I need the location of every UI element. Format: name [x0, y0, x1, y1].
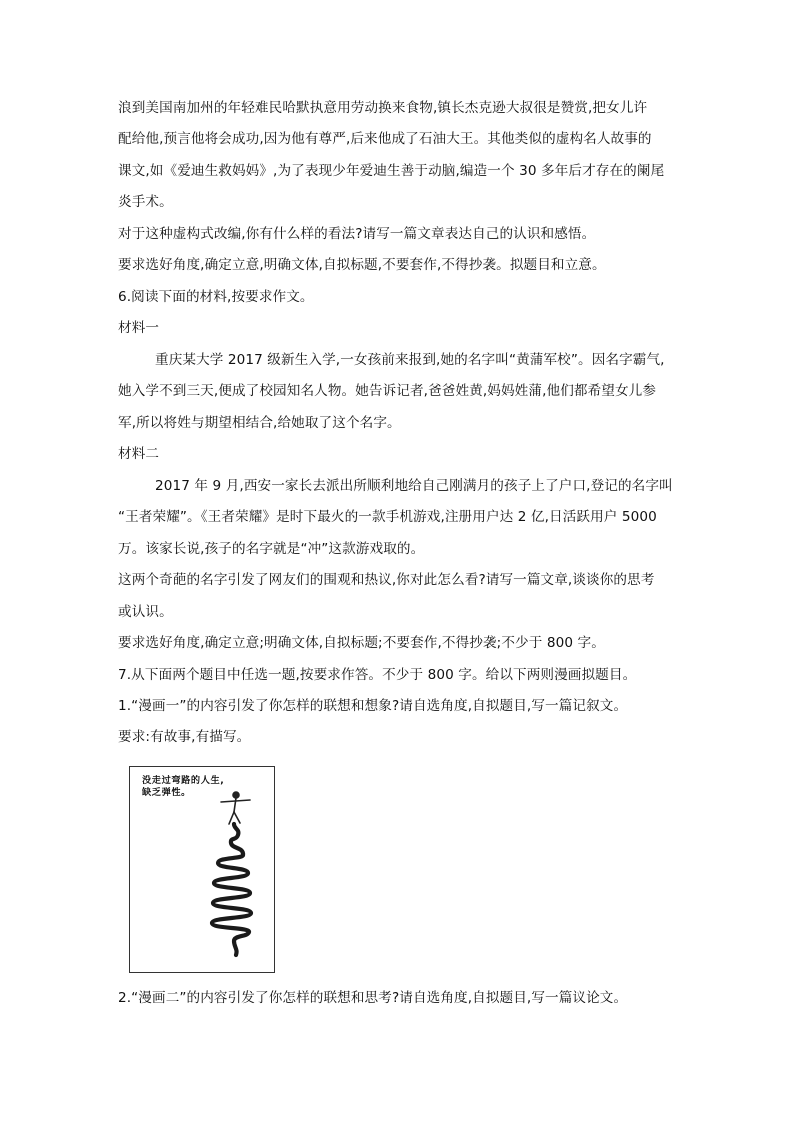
text-line: 万。该家长说,孩子的名字就是“冲”这款游戏取的。: [118, 541, 425, 557]
text-line: 要求选好角度,确定立意;明确文体,自拟标题;不要套作,不得抄袭;不少于 800 字。: [118, 635, 605, 651]
spring-figure-illustration: [130, 767, 276, 974]
comic-caption: 没走过弯路的人生, 缺乏弹性。: [142, 775, 225, 798]
text-line: 要求:有故事,有描写。: [118, 729, 251, 745]
text-line: 1.“漫画一”的内容引发了你怎样的联想和想象?请自选角度,自拟题目,写一篇记叙文。: [118, 698, 628, 714]
spring-coil: [212, 824, 251, 955]
text-line: 军,所以将姓与期望相结合,给她取了这个名字。: [118, 415, 401, 431]
text-line: 浪到美国南加州的年轻难民哈默执意用劳动换来食物,镇长杰克逊大叔很是赞赏,把女儿许: [118, 100, 648, 116]
text-line: 这两个奇葩的名字引发了网友们的围观和热议,你对此怎么看?请写一篇文章,谈谈你的思考: [118, 572, 655, 588]
question-heading: 6.阅读下面的材料,按要求作文。: [118, 289, 314, 305]
text-line: 要求选好角度,确定立意,明确文体,自拟标题,不要套作,不得抄袭。拟题目和立意。: [118, 257, 606, 273]
text-line: 或认识。: [118, 604, 173, 620]
material-label: 材料二: [118, 446, 160, 462]
text-line: 对于这种虚构式改编,你有什么样的看法?请写一篇文章表达自己的认识和感悟。: [118, 226, 596, 242]
text-line: 2.“漫画二”的内容引发了你怎样的联想和思考?请自选角度,自拟题目,写一篇议论文。: [118, 990, 628, 1006]
comic-one-image: [129, 766, 275, 973]
material-label: 材料一: [118, 320, 160, 336]
person-figure: [221, 792, 250, 824]
text-line: 炎手术。: [118, 194, 173, 210]
text-line: 课文,如《爱迪生救妈妈》,为了表现少年爱迪生善于动脑,编造一个 30 多年后才存在的阑尾: [118, 163, 665, 179]
question-heading: 7.从下面两个题目中任选一题,按要求作答。不少于 800 字。给以下两则漫画拟题目。: [118, 667, 637, 683]
text-line: 配给他,预言他将会成功,因为他有尊严,后来他成了石油大王。其他类似的虚构名人故事的: [118, 131, 652, 147]
text-line: 她入学不到三天,便成了校园知名人物。她告诉记者,爸爸姓黄,妈妈姓蒲,他们都希望女儿参: [118, 383, 657, 399]
text-line: “王者荣耀”。《王者荣耀》是时下最火的一款手机游戏,注册用户达 2 亿,日活跃用户 5000: [118, 509, 657, 525]
text-line: 2017 年 9 月,西安一家长去派出所顺利地给自己刚满月的孩子上了户口,登记的名字叫: [155, 478, 673, 494]
text-line: 重庆某大学 2017 级新生入学,一女孩前来报到,她的名字叫“黄蒲军校”。因名字霸气,: [155, 352, 665, 368]
